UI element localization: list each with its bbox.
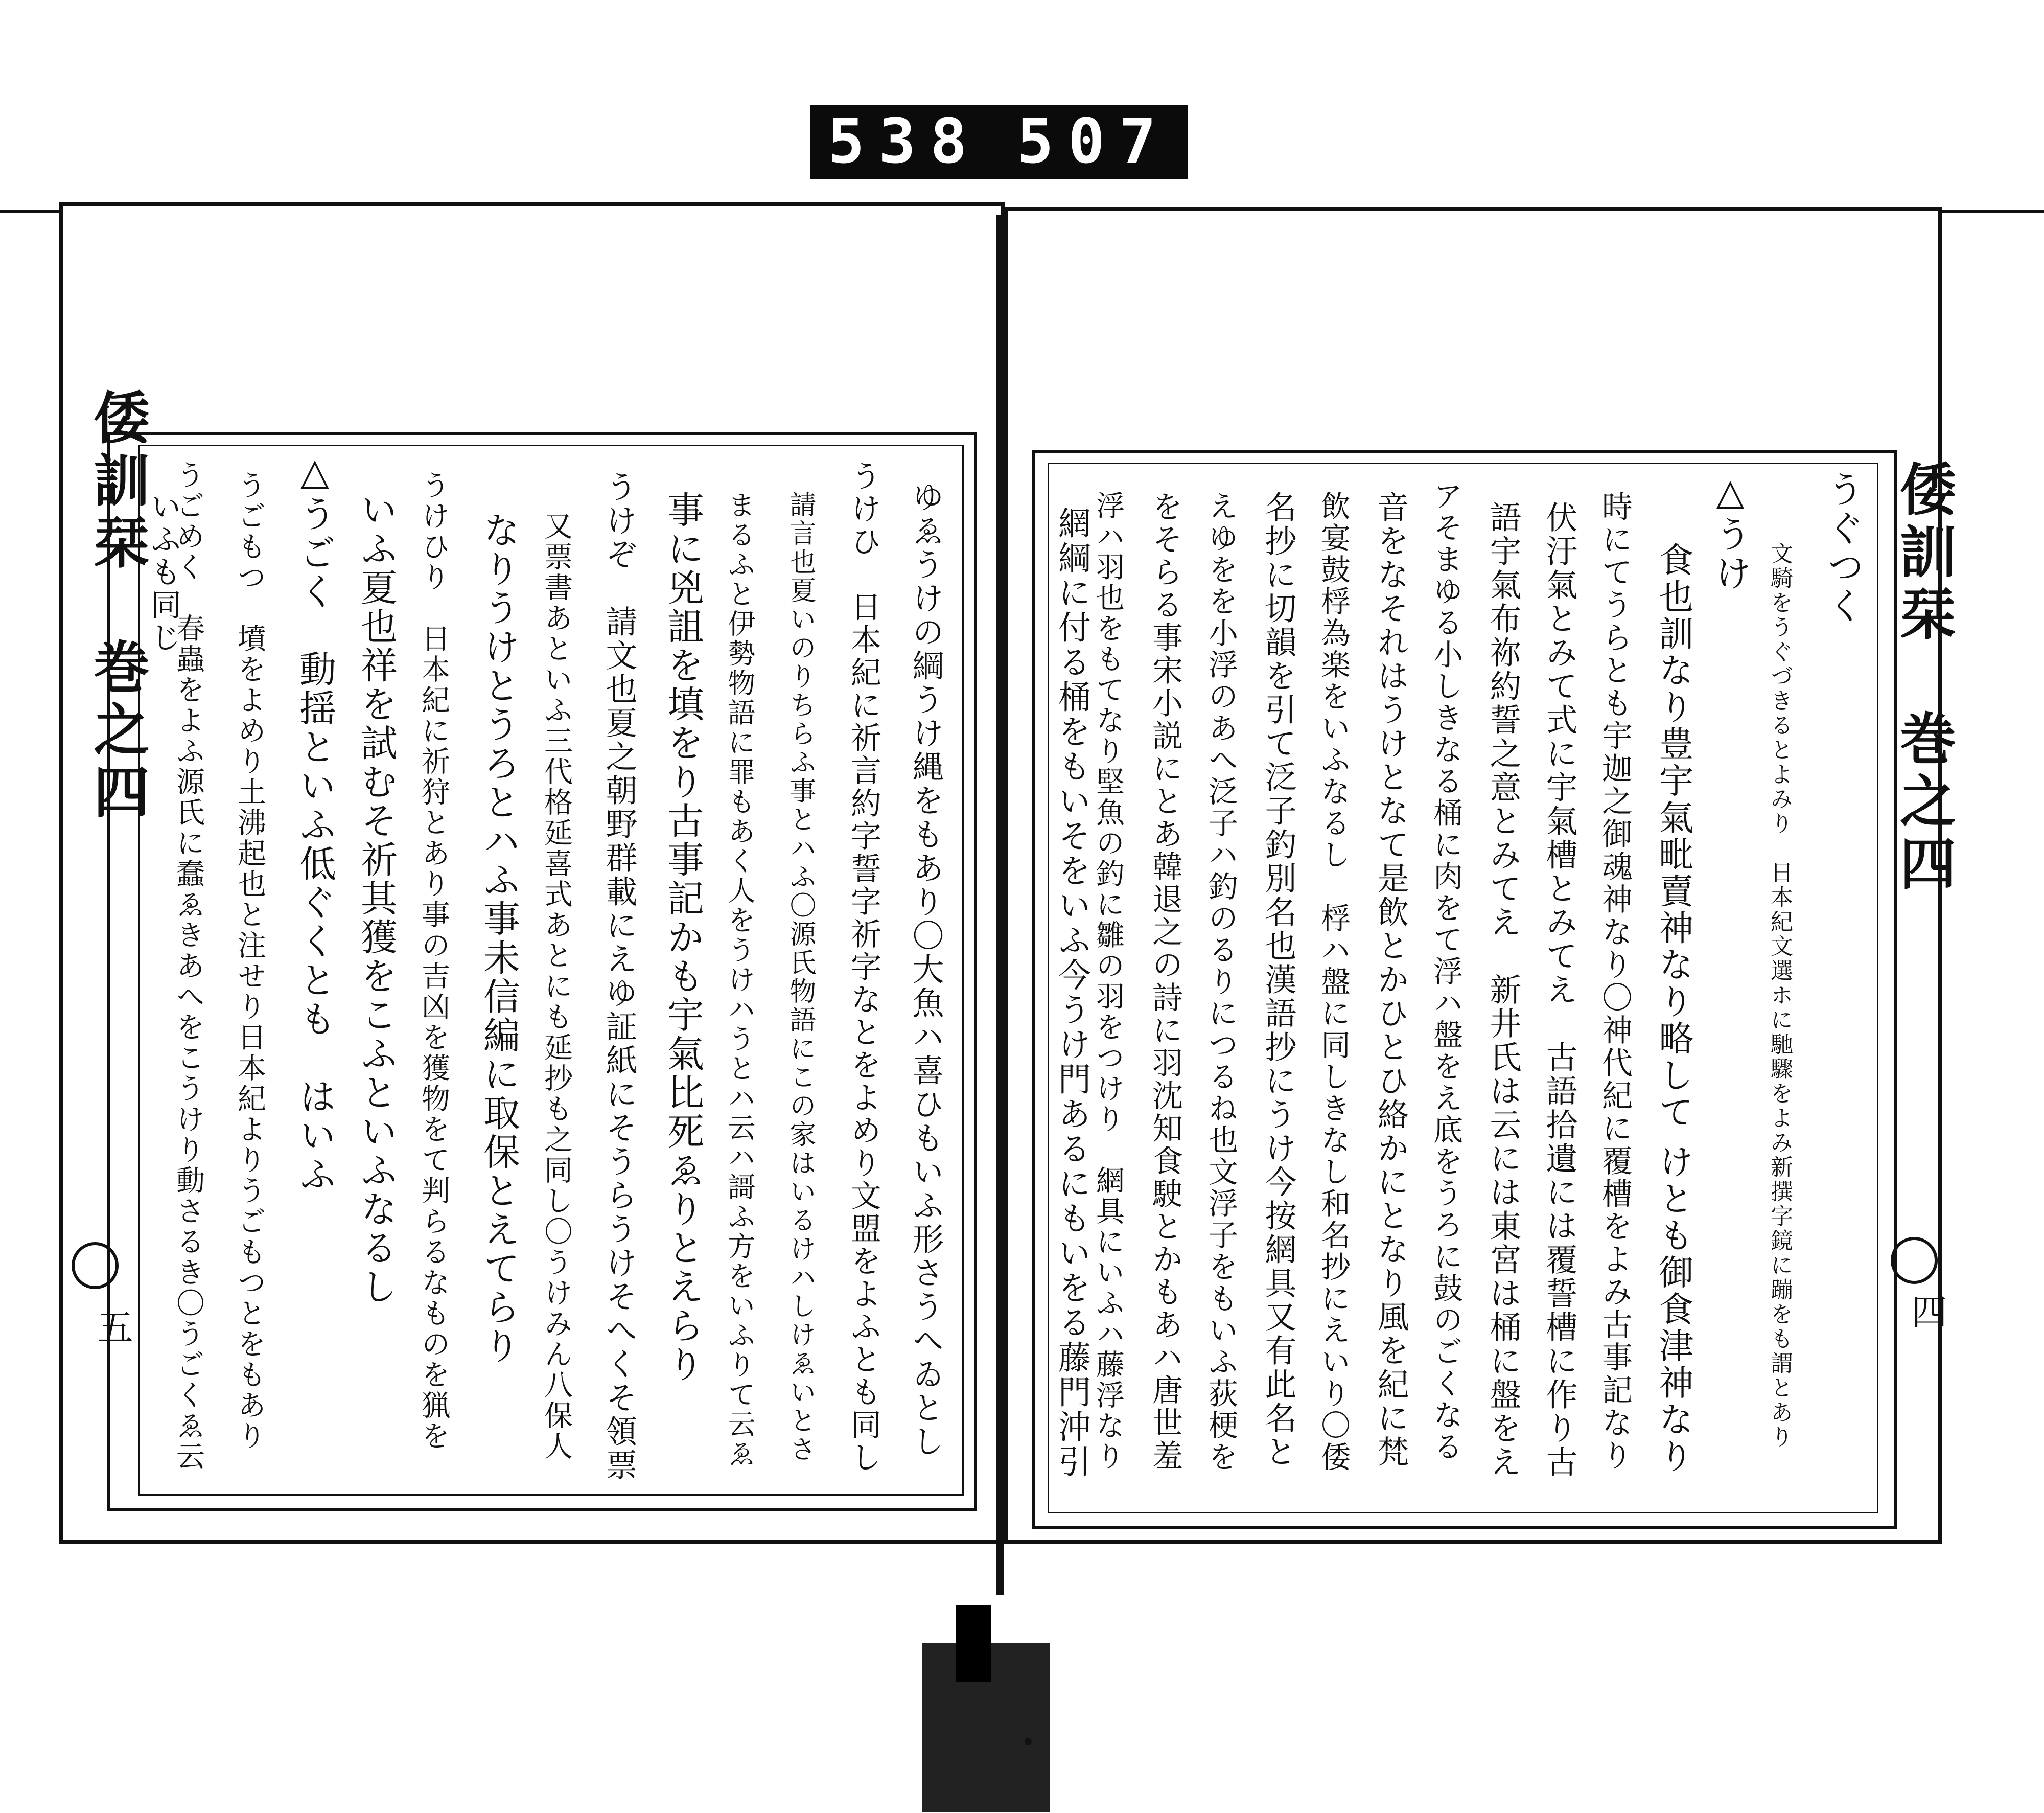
left-col-2: うけひ 日本紀に祈言約字誓字祈字なとをよめり文盟をよふとも同し bbox=[846, 460, 881, 1474]
left-col-10: いふ夏也祥を試むそ祈其獲をこふといふなるし bbox=[355, 491, 398, 1306]
call-number-right: 507 bbox=[1016, 106, 1171, 177]
right-col-1: うぐつく bbox=[1821, 470, 1864, 626]
right-col-12: えゆをを小浮のあへ泛子ハ釣のるりにつるね也文浮子をもいふ荻梗を bbox=[1203, 491, 1238, 1473]
call-number-label bbox=[810, 105, 1188, 179]
left-col-12: うごもつ 墳をよめり土沸起也と注せり日本紀よりうごもつとをもあり bbox=[233, 470, 266, 1452]
left-col-9: うけひり 日本紀に祈狩とあり事の吉凶を獲物をて判らるなものを猟を bbox=[417, 470, 450, 1452]
left-col-11: △うごく 動揺といふ低ぐくとも はいふ bbox=[293, 450, 336, 1194]
right-col-11: 名抄に切韻を引て泛子釣別名也漢語抄にうけ今按網具又有此名と bbox=[1260, 491, 1297, 1469]
right-col-2: 文騎をうぐづきるとよみり 日本紀文選ホに馳驟をよみ新撰字鏡に蹦をも謂とあり bbox=[1767, 542, 1793, 1450]
right-col-3: △うけ bbox=[1709, 470, 1752, 593]
left-margin-title: 倭訓栞 巻之四 bbox=[84, 388, 150, 825]
spine-tab-dark bbox=[956, 1605, 991, 1682]
right-col-15: 網綱に付る桶をもいそをいふ今うけ門あるにもいをる藤門沖引 bbox=[1053, 506, 1090, 1479]
right-col-9: 音をなそれはうけとなて是飲とかひとひ絡かにとなり風を紀に梵 bbox=[1372, 491, 1409, 1469]
right-page-circle-mark bbox=[1891, 1237, 1938, 1284]
right-margin-title: 倭訓栞 巻之四 bbox=[1891, 460, 1957, 897]
book-spine bbox=[996, 215, 1004, 1595]
left-col-7: 又票書あといふ三代格延喜式あとにも延抄も之同し〇うけみん八保人 bbox=[540, 511, 573, 1462]
left-col-6: うけぞ 請文也夏之朝野群載にえゆ証紙にそうらうけそへくそ領票 bbox=[600, 470, 638, 1482]
right-col-8: アそまゆる小しきなる桶に肉をて浮ハ盤をえ底をうろに鼓のごくなる bbox=[1428, 480, 1463, 1463]
right-page-number: 四 bbox=[1906, 1293, 1947, 1329]
left-col-4: まるふと伊勢物語に罪もあく人をうけハうとハ云ハ謌ふ方をいふりて云ゑ bbox=[724, 491, 756, 1469]
right-col-6: 伏汙氣とみて式に宇氣槽とみてえ 古語拾遺には覆誓槽に作り古 bbox=[1541, 501, 1578, 1479]
call-number-left: 538 bbox=[827, 106, 982, 177]
left-col-3: 請言也夏いのりちらふ事とハふ〇源氏物語にこの家はいるけハしけゑいとさ bbox=[785, 491, 816, 1464]
left-page-number: 五 bbox=[91, 1309, 133, 1344]
left-col-8: なりうけとうろとハふ事未信編に取保とえてらり bbox=[477, 511, 520, 1366]
right-col-10: 飲宴鼓桴為楽をいふなるし 桴ハ盤に同しきなし和名抄にえいり〇倭 bbox=[1316, 491, 1351, 1473]
right-col-7: 語宇氣布祢約誓之意とみてえ 新井氏は云には東宮は桶に盤をえ bbox=[1484, 501, 1522, 1479]
spine-speck bbox=[1025, 1738, 1032, 1745]
right-col-13: をそらる事宋小説にとあ韓退之の詩に羽沈知食駛とかもあハ唐世羞 bbox=[1147, 491, 1183, 1472]
left-col-13: うごめく 春蟲をよふ源氏に蠢ゑきあへをこうけり動さるき〇うごくゑ云 bbox=[172, 460, 205, 1472]
left-col-1: ゆゑうけの綱うけ縄をもあり〇大魚ハ喜ひもいふ形さうへゐとし bbox=[907, 480, 944, 1459]
right-col-14: 浮ハ羽也をもてなり堅魚の釣に雛の羽をつけり 網具にいふハ藤浮なり bbox=[1091, 491, 1125, 1472]
right-col-4: 食也訓なり豊宇氣毗賣神なり略して けとも御食津神なり bbox=[1653, 542, 1693, 1475]
left-col-14: いふも同じ bbox=[146, 491, 181, 654]
right-col-5: 時にてうらとも宇迦之御魂神なり〇神代紀に覆槽をよみ古事記なり bbox=[1597, 491, 1633, 1472]
left-col-5: 事に兇詛を填をり古事記かも宇氣比死ゑりとえらり bbox=[661, 491, 704, 1384]
